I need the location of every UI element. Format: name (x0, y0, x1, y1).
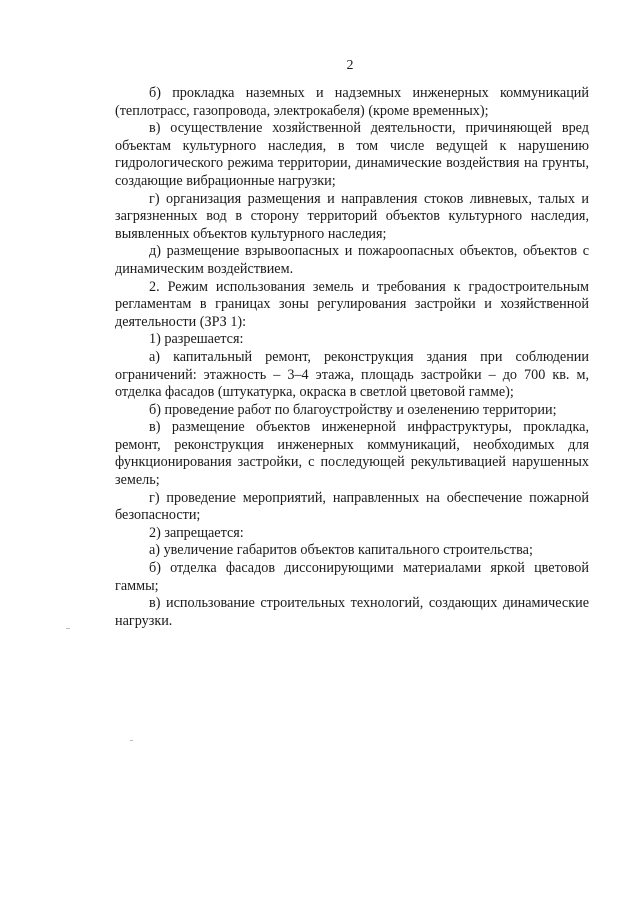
paragraph-v-infrastructure: в) размещение объектов инженерной инфраструктуры, прокладка, ремонт, реконструкция инженерных коммуникаций, необходимых для функционирования застройки, с последующей рекультивацией нарушенных земель; (115, 419, 589, 489)
paragraph-v-economic-activity: в) осуществление хозяйственной деятельности, причиняющей вред объектам культурного наследия, в том числе ведущей к нарушению гидрологического режима территории, динамические воздействия на грунты, создающие вибрационные нагрузки; (115, 120, 589, 189)
paragraph-b-landscaping: б) проведение работ по благоустройству и озеленению территории; (149, 401, 557, 418)
page-number: 2 (346, 58, 354, 73)
paragraph-b-facade-materials: б) отделка фасадов диссонирующими материалами яркой цветовой гаммы; (115, 560, 589, 594)
paragraph-allowed-heading: 1) разрешается: (149, 331, 244, 348)
paragraph-a-size-increase: а) увеличение габаритов объектов капитального строительства; (149, 542, 533, 559)
paragraph-section-2-regime: 2. Режим использования земель и требования к градостроительным регламентам в границах зоны регулирования застройки и хозяйственной деятельности (ЗРЗ 1): (115, 278, 589, 330)
paragraph-v-construction-tech: в) использование строительных технологий, создающих динамические нагрузки. (115, 595, 589, 629)
paragraph-d-explosive-objects: д) размещение взрывоопасных и пожароопасных объектов, объектов с динамическим воздействием. (115, 243, 589, 277)
paragraph-a-capital-repair: а) капитальный ремонт, реконструкция здания при соблюдении ограничений: этажность – 3–4 этажа, площадь застройки – до 700 кв. м, отделка фасадов (штукатурка, окраска в светлой цветовой гамме); (115, 348, 589, 401)
paragraph-g-fire-safety: г) проведение мероприятий, направленных на обеспечение пожарной безопасности; (115, 489, 589, 524)
scan-speck (130, 740, 133, 741)
document-body (115, 85, 589, 630)
paragraph-g-drainage: г) организация размещения и направления стоков ливневых, талых и загрязненных вод в сторону территорий объектов культурного наследия, выявленных объектов культурного наследия; (115, 190, 589, 242)
scan-speck (66, 628, 70, 629)
paragraph-forbidden-heading: 2) запрещается: (149, 524, 244, 541)
paragraph-b-laying-networks: б) прокладка наземных и надземных инженерных коммуникаций (теплотрасс, газопровода, электрокабеля) (кроме временных); (115, 85, 589, 119)
